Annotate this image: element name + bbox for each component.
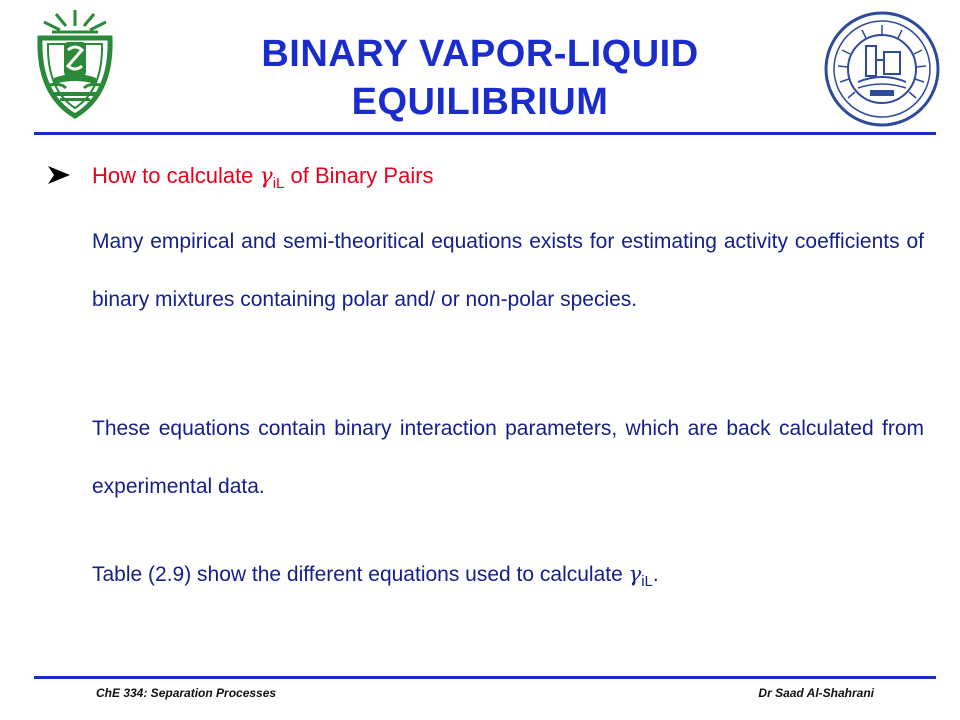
department-logo (822, 10, 942, 128)
paragraph-table-reference (92, 545, 924, 611)
bullet-text-after: of Binary Pairs (284, 163, 434, 188)
paragraph-empirical-equations: Many empirical and semi-theoritical equations exists for estimating activity coefficients of binary mixtures containing polar and/ or non-polar species. (92, 230, 924, 311)
university-logo (10, 4, 140, 122)
gamma-subscript: iL (272, 175, 285, 192)
header-divider (34, 132, 936, 135)
paragraph-table-text: Table (2.9) show the different equations used to calculate (92, 563, 629, 586)
paragraph-interaction-parameters: These equations contain binary interaction parameters, which are back calculated from experimental data. (92, 417, 924, 498)
bullet-text-before: How to calculate (92, 163, 260, 188)
department-seal-icon (822, 10, 942, 128)
arrow-bullet-icon (46, 164, 72, 186)
title-line-2: EQUILIBRIUM (351, 81, 609, 123)
footer-divider (34, 676, 936, 679)
title-line-1: BINARY VAPOR-LIQUID (261, 33, 699, 75)
university-emblem-icon (10, 4, 140, 122)
footer-author: Dr Saad Al-Shahrani (758, 686, 874, 700)
gamma-symbol: γ (259, 164, 273, 189)
slide-title (150, 30, 810, 126)
bullet-text (92, 160, 434, 200)
gamma-symbol-2: γ (628, 562, 642, 586)
footer-course: ChE 334: Separation Processes (96, 686, 277, 700)
paragraph-table-end: . (652, 563, 659, 586)
gamma-subscript-2: iL (641, 573, 653, 590)
